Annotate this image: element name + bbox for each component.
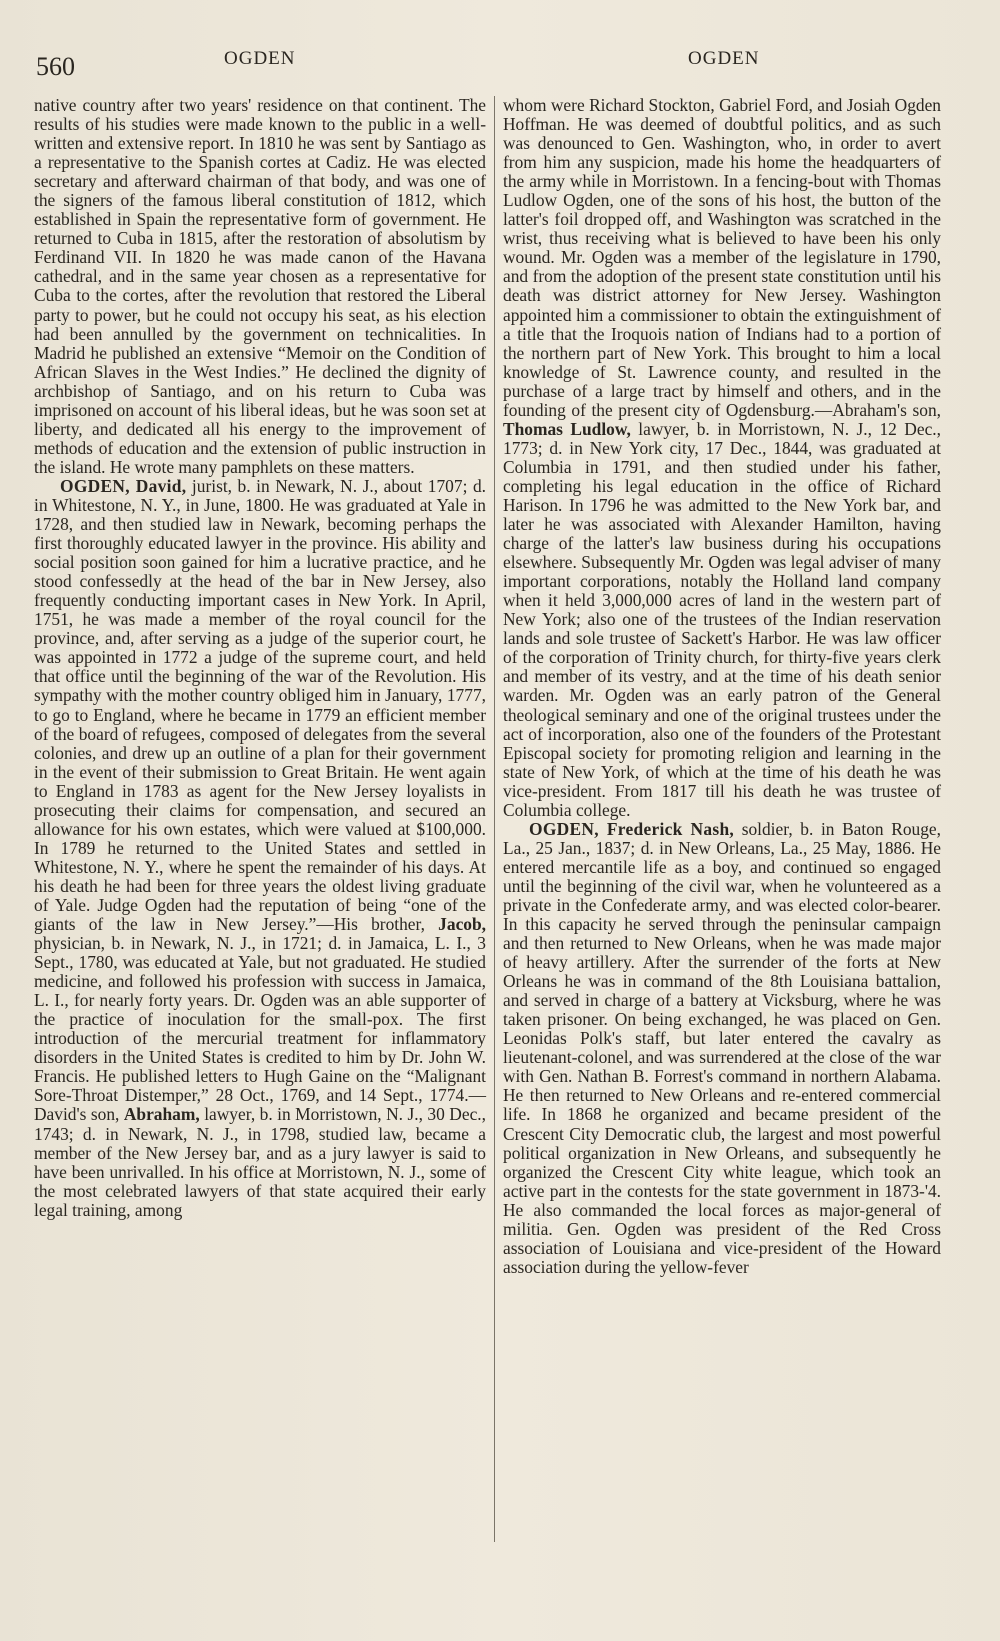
entry-text: soldier, b. in Baton Rouge, La., 25 Jan., 1837; d. in New Orleans, La., 25 May, 1886. He entered mercantile life as a boy, and continued so engaged until the beginning of the civil war, when he volunteered as a private in the Confederate army, and was elected color-bearer. In this capacity he served through the peninsular campaign and then returned to New Orleans, when he was made major of heavy artillery. After the surrender of the forts at New Orleans he was in command of the 8th Louisiana battalion, and served in charge of a battery at Vicksburg, where he was taken prisoner. On being exchanged, he was placed on Gen. Leonidas Polk's staff, but later entered the cavalry as lieutenant-colonel, and was surrendered at the close of the war with Gen. Nathan B. Forrest's command in northern Alabama. He then returned to New Orleans and re-entered commercial life. In 1868 he organized and became president of the Crescent City Democratic club, the largest and most powerful political organization in New Orleans, and subsequently he organized the Crescent City white league, which took an active part in the contests for the state government in 1873-'4. He also commanded the local forces as major-general of militia. Gen. Ogden was president of the Red Cross association of Louisiana and vice-president of the Howard association during the yellow-fever: [503, 818, 941, 1277]
subentry-name-abraham: Abraham,: [123, 1104, 200, 1125]
entry-headword: OGDEN, David,: [60, 475, 187, 496]
entry-headword: OGDEN, Frederick Nash,: [529, 818, 735, 839]
running-head-left: OGDEN: [224, 48, 296, 69]
entry-text: lawyer, b. in Morristown, N. J., 30 Dec., 1743; d. in Newark, N. J., in 1798, studied law, became a member of the New Jersey bar, and as a jury lawyer is said to have been unrivalled. In his office at Morristown, N. J., some of the most celebrated lawyers of that state acquired their early legal training, among: [34, 1104, 486, 1220]
subentry-name-jacob: Jacob,: [438, 914, 486, 935]
entry-text: lawyer, b. in Morristown, N. J., 12 Dec., 1773; d. in New York city, 17 Dec., 1844, was graduated at Columbia in 1791, and then studied under his father, completing his legal education in the office of Richard Harison. In 1796 he was admitted to the New York bar, and later he was associated with Alexander Hamilton, having charge of the latter's law business during his occupations elsewhere. Subsequently Mr. Ogden was legal adviser of many important corporations, notably the Holland land company when it held 3,000,000 acres of land in the western part of New York; also one of the trustees of the Indian reservation lands and sole trustee of Sackett's Harbor. He was law officer of the corporation of Trinity church, for thirty-five years clerk and member of its vestry, and at the time of his death senior warden. Mr. Ogden was an early patron of the General theological seminary and one of the original trustees under the act of incorporation, also one of the founders of the Protestant Episcopal society for promoting religion and learning in the state of New York, of which at the time of his death he was vice-president. From 1817 till his death he was trustee of Columbia college.: [503, 418, 941, 820]
page-number: 560: [36, 52, 75, 81]
right-column: [503, 96, 941, 1277]
paragraph-continued: native country after two years' residence on that continent. The results of his studies were made known to the public in a well-written and extensive report. In 1810 he was sent by Santiago as a representative to the Spanish cortes at Cadiz. He was elected secretary and afterward chairman of that body, and was one of the signers of the famous liberal constitution of 1812, which established in Spain the representative form of government. He returned to Cuba in 1815, after the restoration of absolutism by Ferdinand VII. In 1820 he was made canon of the Havana cathedral, and in the same year chosen as a representative for Cuba to the cortes, after the revolution that restored the Liberal party to power, but he could not occupy his seat, as his election had been annulled by the government on technicalities. In Madrid he published an extensive “Memoir on the Condition of African Slaves in the West Indies.” He declined the dignity of archbishop of Santiago, and on his return to Cuba was imprisoned on account of his liberal ideas, but he was soon set at liberty, and dedicated all his energy to the improvement of methods of education and the extension of public instruction in the island. He wrote many pamphlets on these matters.: [34, 95, 486, 477]
left-column: [34, 96, 486, 1220]
entry-ogden-david: [34, 477, 486, 1220]
entry-text: jurist, b. in Newark, N. J., about 1707; d. in Whitestone, N. Y., in June, 1800. He was graduated at Yale in 1728, and then studied law in Newark, becoming perhaps the first thoroughly educated lawyer in the province. His ability and social position soon gained for him a lucrative practice, and he stood confessedly at the head of the bar in New Jersey, also frequently conducting important cases in New York. In April, 1751, he was made a member of the royal council for the province, and, after serving as a judge of the superior court, he was appointed in 1772 a judge of the supreme court, and held that office until the beginning of the war of the Revolution. His sympathy with the mother country obliged him in January, 1777, to go to England, where he became in 1779 an efficient member of the board of refugees, composed of delegates from the several colonies, and drew up an outline of a plan for their government in the event of their submission to Great Britain. He went again to England in 1783 as agent for the New Jersey loyalists in prosecuting their claims for compensation, and secured an allowance for his own estates, which were valued at $100,000. In 1789 he returned to the United States and settled in Whitestone, N. Y., where he spent the remainder of his days. At his death he had been for three years the oldest living graduate of Yale. Judge Ogden had the reputation of being “one of the giants of the law in New Jersey.”—His brother,: [34, 475, 486, 935]
column-divider: [494, 96, 495, 1542]
entry-text: physician, b. in Newark, N. J., in 1721; d. in Jamaica, L. I., 3 Sept., 1780, was educated at Yale, but not graduated. He studied medicine, and followed his profession with success in Jamaica, L. I., for nearly forty years. Dr. Ogden was an able supporter of the practice of inoculation for the small-pox. The first introduction of the mercurial treatment for inflammatory disorders in the United States is credited to him by Dr. John W. Francis. He published letters to Hugh Gaine on the “Malignant Sore-Throat Distemper,” 28 Oct., 1769, and 14 Sept., 1774.—David's son,: [34, 933, 486, 1125]
entry-ogden-frederick-nash: [503, 820, 941, 1277]
running-head-right: OGDEN: [688, 48, 760, 69]
entry-text: whom were Richard Stockton, Gabriel Ford, and Josiah Ogden Hoffman. He was deemed of doubtful politics, and as such was denounced to Gen. Washington, who, in order to avert from him any suspicion, made his home the headquarters of the army while in Morristown. In a fencing-bout with Thomas Ludlow Ogden, one of the sons of his host, the button of the latter's foil dropped off, and Washington was scratched in the wrist, thus receiving what is believed to have been his only wound. Mr. Ogden was a member of the legislature in 1790, and from the adoption of the present state constitution until his death was district attorney for New Jersey. Washington appointed him a commissioner to obtain the extinguishment of a title that the Iroquois nation of Indians had to a portion of the northern part of New York. This brought to him a local knowledge of St. Lawrence county, and resulted in the purchase of a large tract by himself and others, and in the founding of the present city of Ogdensburg.—Abraham's son,: [503, 95, 941, 420]
subentry-name-thomas-ludlow: Thomas Ludlow,: [503, 418, 631, 439]
paragraph-continued-right: [503, 96, 941, 820]
